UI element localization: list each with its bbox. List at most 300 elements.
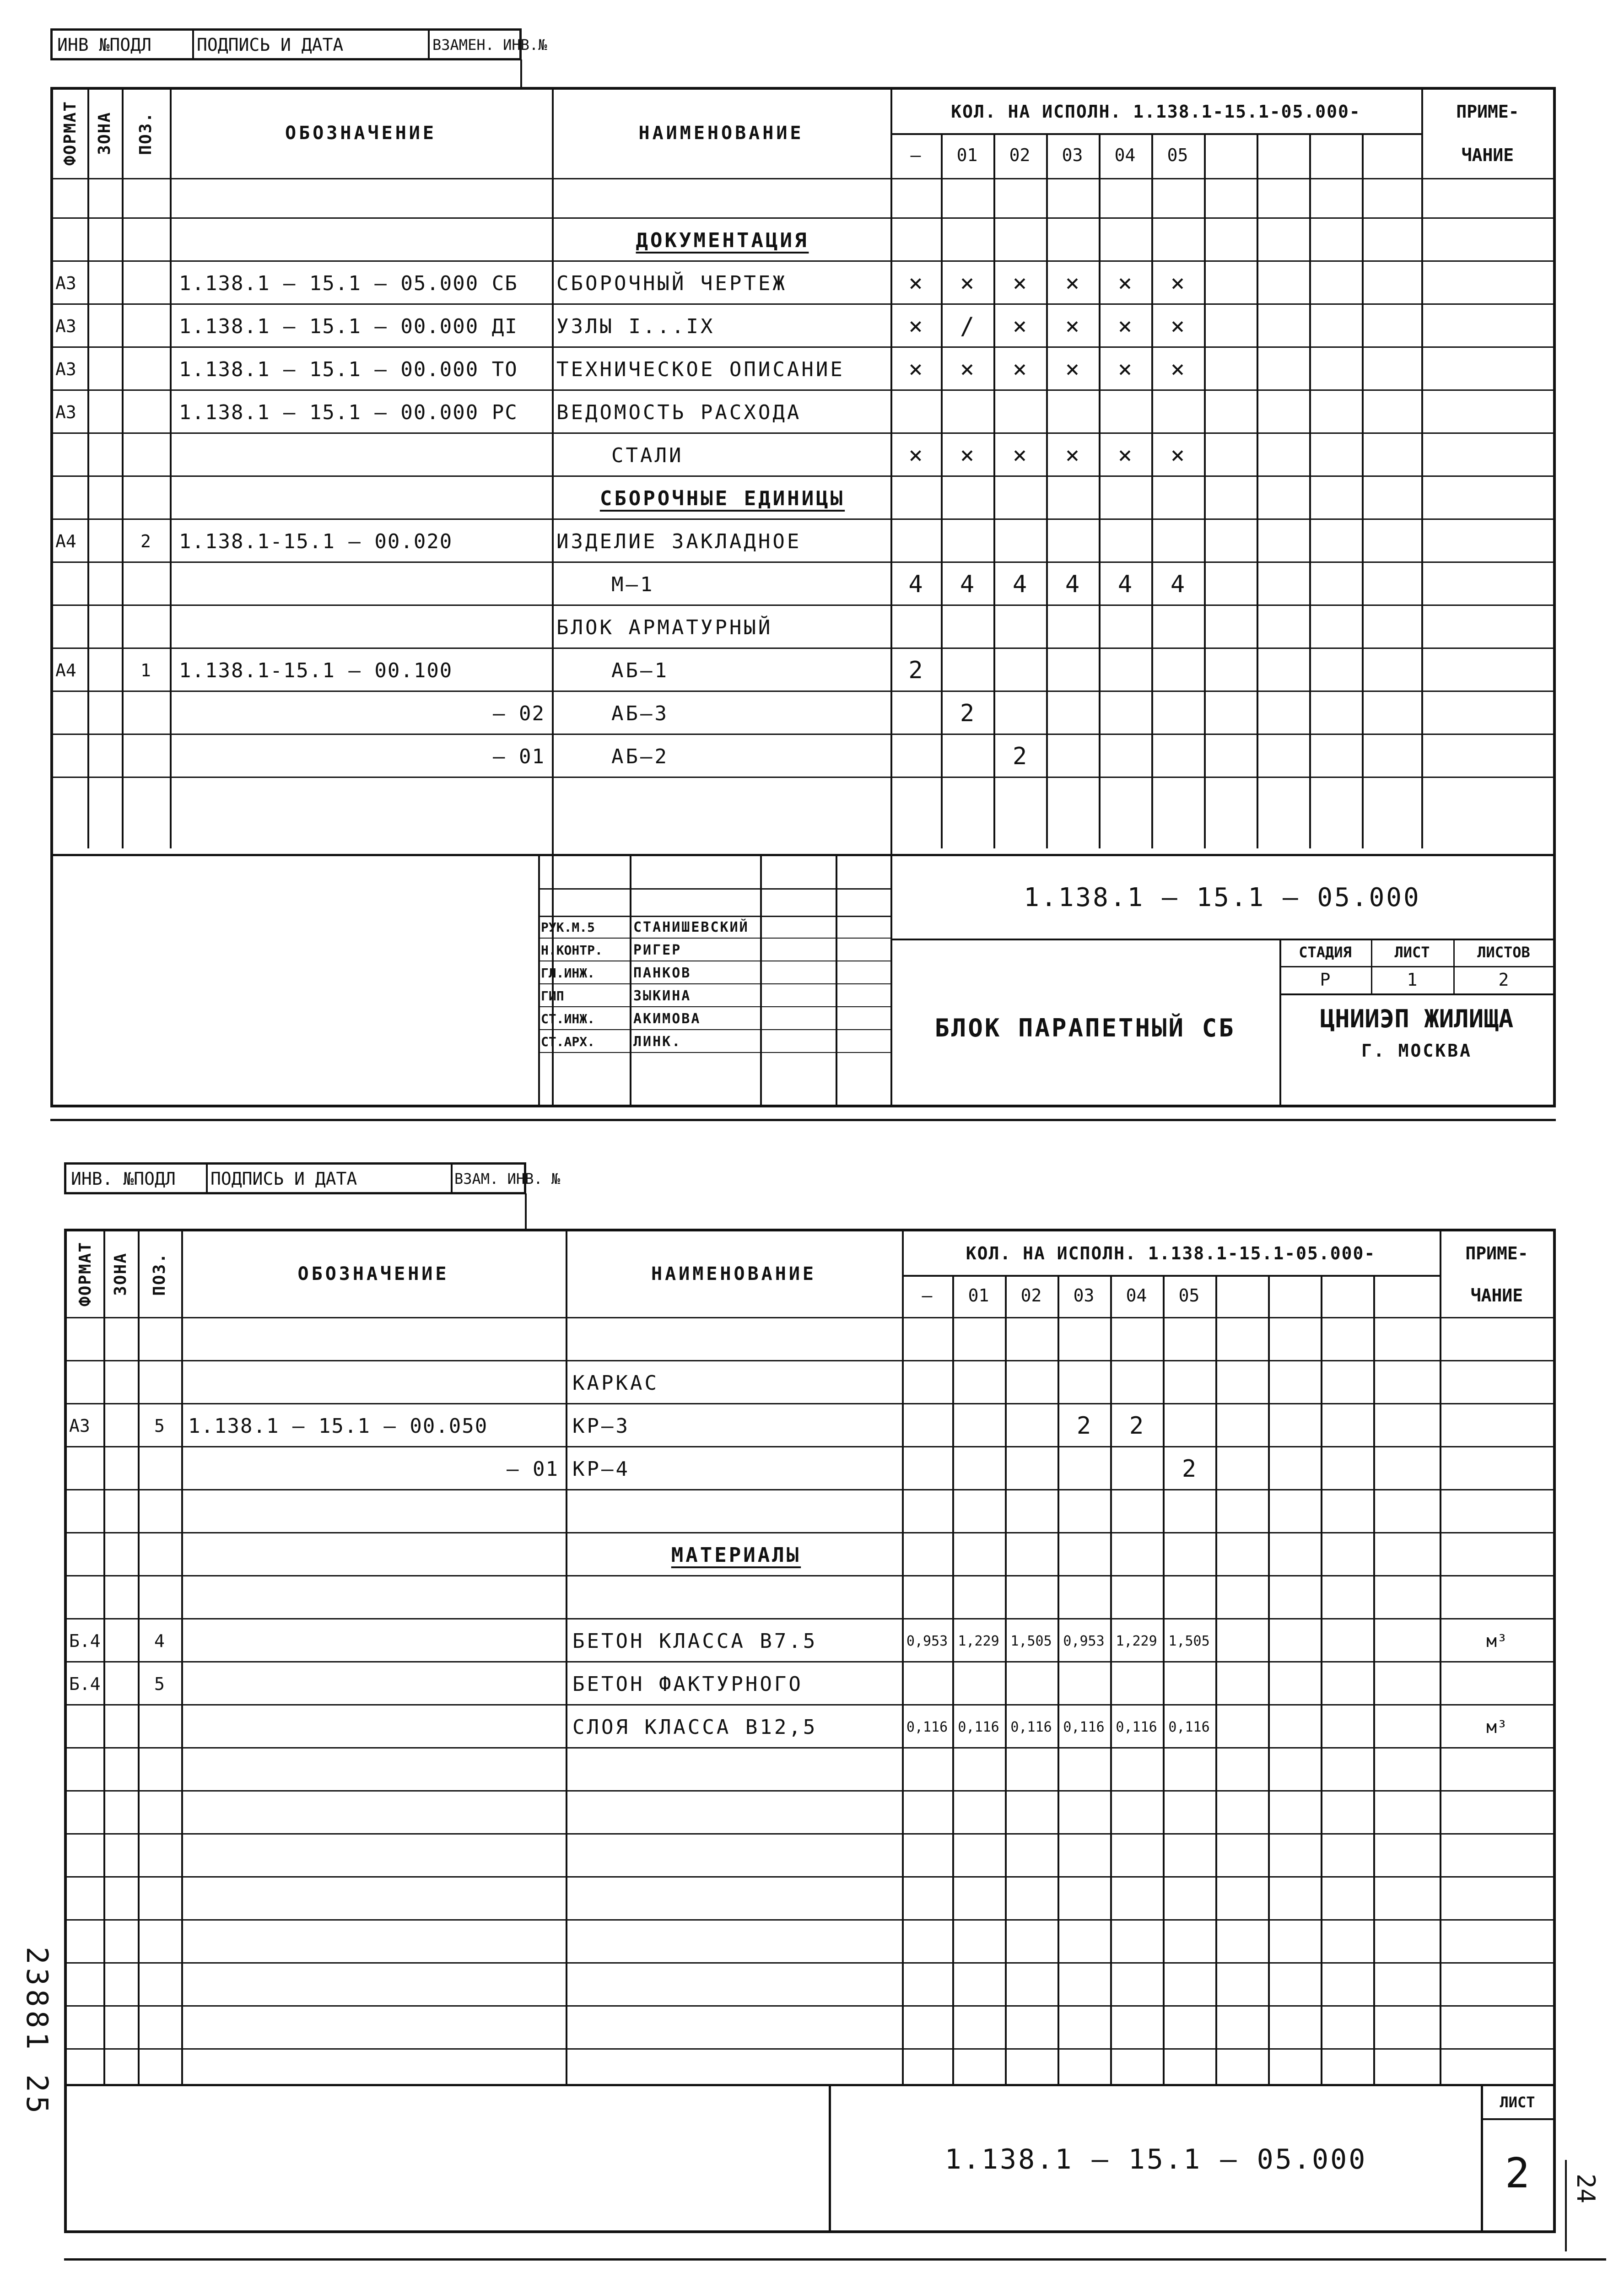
cell-name: КАРКАС xyxy=(572,1371,659,1395)
cell-format: А3 xyxy=(55,359,76,379)
cell-qty xyxy=(941,391,993,434)
hdr-format: ФОРМАТ xyxy=(61,100,80,166)
stage-value: Р xyxy=(1320,970,1331,990)
archive-number: 23881 25 xyxy=(20,1946,54,2117)
cell-designation: 1.138.1 — 15.1 — 00.000 ТО xyxy=(179,357,518,381)
signature-role: СТ.ИНЖ. xyxy=(541,1011,595,1026)
sheet-1-rows xyxy=(53,179,1553,854)
table-row xyxy=(53,434,1553,477)
cell-name: ВЕДОМОСТЬ РАСХОДА xyxy=(556,400,802,424)
hdr-variant: 04 xyxy=(1126,1285,1147,1306)
cell-note xyxy=(1440,1533,1554,1576)
cell-qty xyxy=(890,219,941,262)
cell-qty xyxy=(902,1533,952,1576)
table-row xyxy=(53,348,1553,391)
cell-designation xyxy=(188,1706,559,1749)
signature-name: СТАНИШЕВСКИЙ xyxy=(633,919,749,935)
cell-designation xyxy=(179,606,545,649)
cell-qty xyxy=(941,520,993,563)
cell-qty xyxy=(902,1490,952,1533)
hdr-variant: 01 xyxy=(968,1285,989,1306)
cell-qty xyxy=(1099,520,1151,563)
cell-note xyxy=(1440,1447,1554,1490)
cell-qty: 4 xyxy=(1170,571,1185,598)
cell-format xyxy=(69,1490,103,1533)
signature-name: ПАНКОВ xyxy=(633,965,691,981)
hdr-qty: КОЛ. НА ИСПОЛН. 1.138.1-15.1-05.000- xyxy=(902,1231,1440,1277)
cell-qty: 0,953 xyxy=(1063,1633,1105,1649)
cell-name: АБ—2 xyxy=(611,745,669,768)
hdr-format: ФОРМАТ xyxy=(76,1241,95,1307)
cell-qty xyxy=(1057,1490,1110,1533)
footer-code: 1.138.1 — 15.1 — 05.000 xyxy=(944,2143,1367,2175)
table-row xyxy=(67,1361,1553,1404)
cell-qty xyxy=(1110,1533,1163,1576)
cell-qty xyxy=(1046,477,1099,520)
cell-note xyxy=(1440,1576,1554,1619)
cell-pos xyxy=(122,262,170,305)
cell-qty xyxy=(1151,477,1204,520)
table-row xyxy=(67,1318,1553,1361)
sheet-separator xyxy=(50,1119,1556,1121)
cell-designation xyxy=(179,219,545,262)
cell-qty xyxy=(1151,606,1204,649)
cell-pos xyxy=(122,391,170,434)
cell-qty: × xyxy=(1012,313,1027,340)
hdr-variant: 01 xyxy=(956,145,978,165)
hdr-variant: 02 xyxy=(1009,145,1031,165)
signature-role: РУК.М.5 xyxy=(541,919,595,935)
cell-format: А3 xyxy=(55,316,76,336)
cell-qty xyxy=(993,606,1046,649)
cell-name: ТЕХНИЧЕСКОЕ ОПИСАНИЕ xyxy=(556,357,845,381)
cell-format xyxy=(69,1706,103,1749)
cell-qty: × xyxy=(1012,356,1027,383)
hdr-note-top: ПРИМЕ- xyxy=(1465,1243,1528,1263)
cell-qty: × xyxy=(1170,356,1185,383)
hdr-note-top: ПРИМЕ- xyxy=(1456,101,1519,122)
title-block-code: 1.138.1 — 15.1 — 05.000 xyxy=(1024,882,1421,912)
cell-name: УЗЛЫ I...IX xyxy=(556,314,715,338)
cell-qty xyxy=(952,1662,1005,1706)
cell-pos: 5 xyxy=(154,1416,165,1436)
cell-qty xyxy=(1099,735,1151,778)
cell-qty: 0,116 xyxy=(1010,1719,1052,1735)
footer-sheet-label: ЛИСТ xyxy=(1500,2094,1535,2111)
cell-qty: × xyxy=(1065,356,1080,383)
stage-label: СТАДИЯ xyxy=(1299,944,1352,961)
page-number-box xyxy=(1565,2160,1602,2251)
cell-qty: 2 xyxy=(960,700,975,727)
cell-pos xyxy=(122,692,170,735)
page-number: 24 xyxy=(1571,2174,1600,2204)
cell-qty: × xyxy=(960,356,975,383)
signature-mark xyxy=(762,961,836,984)
sheet-label: ЛИСТ xyxy=(1394,944,1430,961)
signature-mark xyxy=(762,939,836,961)
hdr-variant: 02 xyxy=(1020,1285,1042,1306)
cell-qty xyxy=(1151,735,1204,778)
cell-qty: × xyxy=(1170,313,1185,340)
signature-role: ГИП xyxy=(541,988,564,1004)
cell-name: БЕТОН КЛАССА В7.5 xyxy=(572,1629,818,1653)
cell-qty: 0,116 xyxy=(958,1719,999,1735)
cell-qty xyxy=(1099,692,1151,735)
cell-qty: × xyxy=(1065,313,1080,340)
cell-format: А3 xyxy=(69,1416,90,1436)
hdr-zone: ЗОНА xyxy=(95,111,114,155)
cell-qty xyxy=(1057,1533,1110,1576)
hdr-name: НАИМЕНОВАНИЕ xyxy=(638,123,804,144)
cell-qty xyxy=(1110,1361,1163,1404)
cell-designation: — 01 xyxy=(507,1457,559,1481)
signature-name: ЛИНК. xyxy=(633,1033,682,1050)
cell-qty xyxy=(1151,219,1204,262)
hdr-variant: 05 xyxy=(1178,1285,1200,1306)
cell-note xyxy=(1440,1361,1554,1404)
cell-qty xyxy=(1151,692,1204,735)
cell-format xyxy=(69,1447,103,1490)
cell-qty: / xyxy=(960,313,975,340)
cell-qty: 2 xyxy=(1076,1412,1091,1440)
cell-qty: × xyxy=(960,442,975,469)
cell-qty xyxy=(952,1490,1005,1533)
cell-qty: 4 xyxy=(1012,571,1027,598)
cell-pos: 4 xyxy=(154,1631,165,1651)
cell-qty: 1,505 xyxy=(1010,1633,1052,1649)
hdr-variant: 05 xyxy=(1167,145,1188,165)
sheet-1-spec-table xyxy=(50,87,1556,1107)
signature-role: Н.КОНТР. xyxy=(541,942,603,958)
table-row xyxy=(53,219,1553,262)
cell-qty: × xyxy=(1065,270,1080,297)
cell-qty xyxy=(1057,1662,1110,1706)
cell-format xyxy=(55,219,87,262)
cell-qty xyxy=(1005,1404,1057,1447)
cell-qty xyxy=(1005,1447,1057,1490)
sheet-2-footer xyxy=(67,2084,1553,2230)
cell-qty: 4 xyxy=(1117,571,1133,598)
cell-name: КР—4 xyxy=(572,1457,630,1481)
cell-qty xyxy=(952,1533,1005,1576)
cell-qty: 0,116 xyxy=(906,1719,948,1735)
cell-qty xyxy=(941,606,993,649)
cell-qty: 1,229 xyxy=(1116,1633,1157,1649)
cell-format xyxy=(55,606,87,649)
cell-qty xyxy=(1046,219,1099,262)
table-row xyxy=(67,1533,1553,1576)
cell-format xyxy=(69,1533,103,1576)
table-row xyxy=(67,1878,1553,1921)
hdr-pos: ПОЗ. xyxy=(136,111,155,155)
cell-qty xyxy=(941,477,993,520)
table-row xyxy=(53,520,1553,563)
cell-format xyxy=(55,692,87,735)
signature-row xyxy=(538,1030,890,1053)
cell-name: СБОРОЧНЫЕ ЕДИНИЦЫ xyxy=(599,486,845,510)
signature-row xyxy=(538,984,890,1007)
cell-qty xyxy=(952,1576,1005,1619)
cell-qty xyxy=(1057,1576,1110,1619)
cell-qty: 0,116 xyxy=(1063,1719,1105,1735)
cell-format: А3 xyxy=(55,273,76,293)
cell-designation: 1.138.1-15.1 — 00.100 xyxy=(179,658,453,682)
cell-pos xyxy=(122,305,170,348)
hdr-note-bottom: ЧАНИЕ xyxy=(1461,145,1514,165)
cell-qty xyxy=(1163,1662,1215,1706)
cell-name: БЛОК АРМАТУРНЫЙ xyxy=(556,615,773,639)
table-row xyxy=(67,1964,1553,2007)
sheet-2-header-row xyxy=(67,1231,1553,1318)
cell-format xyxy=(55,477,87,520)
top-stamp xyxy=(50,28,547,60)
signature-row xyxy=(538,916,890,939)
bottom-rule xyxy=(64,2258,1606,2261)
cell-qty: × xyxy=(1012,270,1027,297)
cell-pos xyxy=(138,1490,181,1533)
signature-row xyxy=(538,1007,890,1030)
signature-mark xyxy=(762,1030,836,1053)
cell-qty: 1,229 xyxy=(958,1633,999,1649)
cell-qty xyxy=(941,219,993,262)
cell-name: СЛОЯ КЛАССА В12,5 xyxy=(572,1715,818,1739)
table-row xyxy=(67,1749,1553,1792)
cell-name xyxy=(572,1490,900,1533)
cell-qty xyxy=(1005,1576,1057,1619)
hdr-variant: — xyxy=(922,1285,933,1306)
cell-pos xyxy=(122,434,170,477)
table-row xyxy=(53,649,1553,692)
cell-qty: 1,505 xyxy=(1168,1633,1210,1649)
cell-qty: 0,116 xyxy=(1168,1719,1210,1735)
signature-mark xyxy=(762,984,836,1007)
hdr-name: НАИМЕНОВАНИЕ xyxy=(651,1263,816,1285)
cell-pos xyxy=(138,1447,181,1490)
cell-qty xyxy=(902,1576,952,1619)
cell-qty: × xyxy=(1065,442,1080,469)
cell-format xyxy=(69,1576,103,1619)
cell-name: ДОКУМЕНТАЦИЯ xyxy=(636,228,809,252)
cell-qty xyxy=(1046,391,1099,434)
cell-qty xyxy=(1057,1447,1110,1490)
cell-designation xyxy=(188,1619,559,1662)
cell-pos xyxy=(122,348,170,391)
cell-qty xyxy=(1163,1361,1215,1404)
cell-name: МАТЕРИАЛЫ xyxy=(671,1543,801,1567)
stamp-inv-no: ИНВ. №ПОДЛ xyxy=(71,1169,176,1189)
hdr-designation: ОБОЗНАЧЕНИЕ xyxy=(285,123,437,144)
cell-format xyxy=(55,563,87,606)
stamp-replace-inv: ВЗАМЕН. ИНВ.№ xyxy=(432,36,547,54)
sheet-1-header-row xyxy=(53,90,1553,179)
stamp-replace-inv: ВЗАМ. ИНВ. № xyxy=(454,1170,561,1187)
cell-qty xyxy=(1005,1533,1057,1576)
cell-designation xyxy=(179,434,545,477)
sheets-value: 2 xyxy=(1498,970,1509,990)
cell-qty xyxy=(1163,1404,1215,1447)
cell-format xyxy=(55,434,87,477)
cell-qty: × xyxy=(1170,442,1185,469)
cell-qty: × xyxy=(960,270,975,297)
cell-qty xyxy=(890,391,941,434)
stamp-drop-line xyxy=(520,59,522,88)
cell-qty xyxy=(1110,1490,1163,1533)
signature-rows xyxy=(538,916,890,1105)
hdr-note-bottom: ЧАНИЕ xyxy=(1470,1285,1523,1306)
cell-qty xyxy=(902,1447,952,1490)
cell-qty: × xyxy=(908,442,923,469)
table-row xyxy=(53,692,1553,735)
cell-qty xyxy=(1151,649,1204,692)
table-row xyxy=(53,391,1553,434)
cell-qty xyxy=(1057,1361,1110,1404)
cell-qty xyxy=(890,692,941,735)
cell-pos xyxy=(122,563,170,606)
cell-qty xyxy=(993,219,1046,262)
table-row xyxy=(53,179,1553,219)
cell-designation: 1.138.1 — 15.1 — 00.050 xyxy=(188,1414,488,1438)
cell-pos xyxy=(122,735,170,778)
cell-qty xyxy=(890,606,941,649)
cell-format xyxy=(69,1361,103,1404)
cell-qty xyxy=(1099,219,1151,262)
cell-name: БЕТОН ФАКТУРНОГО xyxy=(572,1672,803,1696)
cell-designation xyxy=(188,1576,559,1619)
cell-designation xyxy=(188,1490,559,1533)
cell-qty xyxy=(1163,1533,1215,1576)
cell-note xyxy=(1440,1662,1554,1706)
cell-name: М—1 xyxy=(611,572,655,596)
cell-qty xyxy=(1005,1490,1057,1533)
cell-format: А3 xyxy=(55,402,76,422)
cell-designation: 1.138.1 — 15.1 — 05.000 СБ xyxy=(179,271,518,295)
cell-qty xyxy=(902,1404,952,1447)
table-row xyxy=(67,1662,1553,1706)
cell-qty: × xyxy=(908,356,923,383)
cell-designation: 1.138.1 — 15.1 — 00.000 ДI xyxy=(179,314,518,338)
table-row xyxy=(53,305,1553,348)
cell-name: АБ—1 xyxy=(611,658,669,682)
cell-qty xyxy=(1005,1361,1057,1404)
table-row xyxy=(67,1706,1553,1749)
cell-name: СТАЛИ xyxy=(611,443,684,467)
hdr-pos: ПОЗ. xyxy=(150,1252,169,1296)
cell-qty xyxy=(993,477,1046,520)
signature-grid xyxy=(538,856,890,1105)
cell-note: м³ xyxy=(1486,1631,1507,1651)
cell-name xyxy=(572,1576,900,1619)
signature-mark xyxy=(762,916,836,939)
cell-pos xyxy=(138,1361,181,1404)
cell-qty: × xyxy=(1170,270,1185,297)
stamp-signature-date: ПОДПИСЬ И ДАТА xyxy=(197,35,344,55)
cell-format: А4 xyxy=(55,531,76,551)
cell-pos xyxy=(122,219,170,262)
cell-qty xyxy=(941,735,993,778)
signature-role: ГЛ.ИНЖ. xyxy=(541,965,595,981)
cell-qty xyxy=(1099,477,1151,520)
table-row xyxy=(67,1490,1553,1533)
cell-qty xyxy=(1046,606,1099,649)
cell-designation xyxy=(188,1662,559,1706)
hdr-variant: 04 xyxy=(1114,145,1136,165)
cell-qty: 2 xyxy=(1182,1455,1197,1483)
signature-name: АКИМОВА xyxy=(633,1010,701,1027)
cell-qty xyxy=(952,1404,1005,1447)
signature-role: СТ.АРХ. xyxy=(541,1034,595,1049)
cell-pos xyxy=(138,1533,181,1576)
hdr-variant: 03 xyxy=(1073,1285,1095,1306)
cell-qty: × xyxy=(1117,356,1133,383)
cell-qty: × xyxy=(908,270,923,297)
table-row xyxy=(67,1576,1553,1619)
stamp-inv-no: ИНВ №ПОДЛ xyxy=(57,35,151,55)
cell-qty xyxy=(952,1361,1005,1404)
sheet-2-rows xyxy=(67,1318,1553,2084)
cell-format xyxy=(55,735,87,778)
cell-pos xyxy=(122,477,170,520)
cell-qty: 0,953 xyxy=(906,1633,948,1649)
cell-qty: × xyxy=(1117,442,1133,469)
cell-qty: 0,116 xyxy=(1116,1719,1157,1735)
cell-name: ИЗДЕЛИЕ ЗАКЛАДНОЕ xyxy=(556,529,802,553)
cell-note xyxy=(1440,1490,1554,1533)
cell-qty xyxy=(993,391,1046,434)
cell-name: КР—3 xyxy=(572,1414,630,1438)
cell-qty xyxy=(1163,1576,1215,1619)
table-row xyxy=(53,477,1553,520)
cell-format: А4 xyxy=(55,660,76,680)
hdr-variant: 03 xyxy=(1062,145,1083,165)
cell-qty xyxy=(1099,391,1151,434)
cell-note: м³ xyxy=(1486,1717,1507,1737)
cell-pos xyxy=(138,1576,181,1619)
hdr-zone: ЗОНА xyxy=(111,1252,130,1296)
table-row xyxy=(53,262,1553,305)
signature-row xyxy=(538,939,890,961)
table-row xyxy=(67,1835,1553,1878)
table-row xyxy=(53,606,1553,649)
cell-qty: × xyxy=(1117,270,1133,297)
cell-designation xyxy=(188,1361,559,1404)
cell-qty xyxy=(993,692,1046,735)
table-row xyxy=(53,735,1553,778)
cell-qty xyxy=(1110,1447,1163,1490)
cell-qty xyxy=(941,649,993,692)
sheet-value: 1 xyxy=(1407,970,1418,990)
cell-designation: 1.138.1-15.1 — 00.020 xyxy=(179,529,453,553)
cell-qty xyxy=(890,520,941,563)
cell-qty: 2 xyxy=(1012,743,1027,770)
cell-qty xyxy=(1110,1662,1163,1706)
document-title: БЛОК ПАРАПЕТНЫЙ СБ xyxy=(934,1013,1236,1042)
cell-name: АБ—3 xyxy=(611,702,669,725)
cell-pos xyxy=(138,1706,181,1749)
signature-name: ЗЫКИНА xyxy=(633,988,691,1004)
cell-qty xyxy=(1110,1576,1163,1619)
cell-qty xyxy=(1046,520,1099,563)
sheets-label: ЛИСТОВ xyxy=(1477,944,1530,961)
table-row xyxy=(67,1447,1553,1490)
cell-qty xyxy=(890,477,941,520)
cell-note xyxy=(1440,1404,1554,1447)
cell-qty xyxy=(993,520,1046,563)
stamp-signature-date: ПОДПИСЬ И ДАТА xyxy=(210,1169,357,1189)
hdr-variant: — xyxy=(910,145,921,165)
cell-qty xyxy=(1151,391,1204,434)
sheet-2-spec-table xyxy=(64,1229,1556,2233)
cell-qty: × xyxy=(1012,442,1027,469)
